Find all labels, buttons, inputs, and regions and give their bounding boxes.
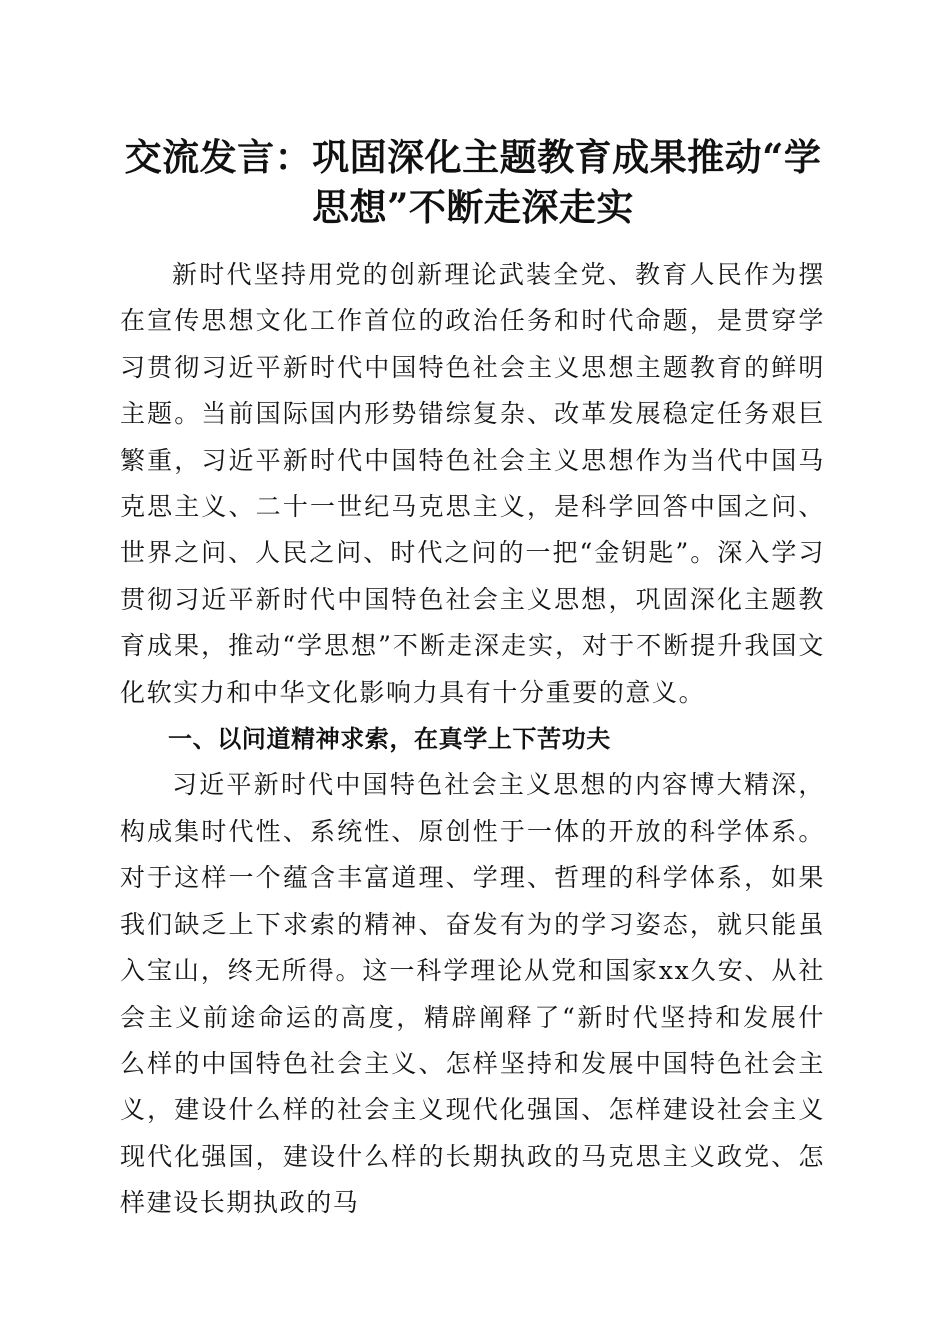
document-body [120,252,825,1227]
section-1-paragraph: 习近平新时代中国特色社会主义思想的内容博大精深，构成集时代性、系统性、原创性于一体的开放的科学体系。对于这样一个蕴含丰富道理、学理、哲理的科学体系，如果我们缺乏上下求索的精神、奋发有为的学习姿态，就只能虽入宝山，终无所得。这一科学理论从党和国家xx久安、从社会主义前途命运的高度，精辟阐释了“新时代坚持和发展什么样的中国特色社会主义、怎样坚持和发展中国特色社会主义，建设什么样的社会主义现代化强国、怎样建设社会主义现代化强国，建设什么样的长期执政的马克思主义政党、怎样建设长期执政的马 [120,770,825,1218]
document-title: 交流发言：巩固深化主题教育成果推动“学思想”不断走深走实 [124,135,822,229]
section-heading-1: 一、以问道精神求索，在真学上下苦功夫 [168,725,611,754]
intro-paragraph: 新时代坚持用党的创新理论武装全党、教育人民作为摆在宣传思想文化工作首位的政治任务和时代命题，是贯穿学习贯彻习近平新时代中国特色社会主义思想主题教育的鲜明主题。当前国际国内形势错综复杂、改革发展稳定任务艰巨繁重，习近平新时代中国特色社会主义思想作为当代中国马克思主义、二十一世纪马克思主义，是科学回答中国之问、世界之问、人民之问、时代之问的一把“金钥匙”。深入学习贯彻习近平新时代中国特色社会主义思想，巩固深化主题教育成果，推动“学思想”不断走深走实，对于不断提升我国文化软实力和中华文化影响力具有十分重要的意义。 [120,260,825,707]
